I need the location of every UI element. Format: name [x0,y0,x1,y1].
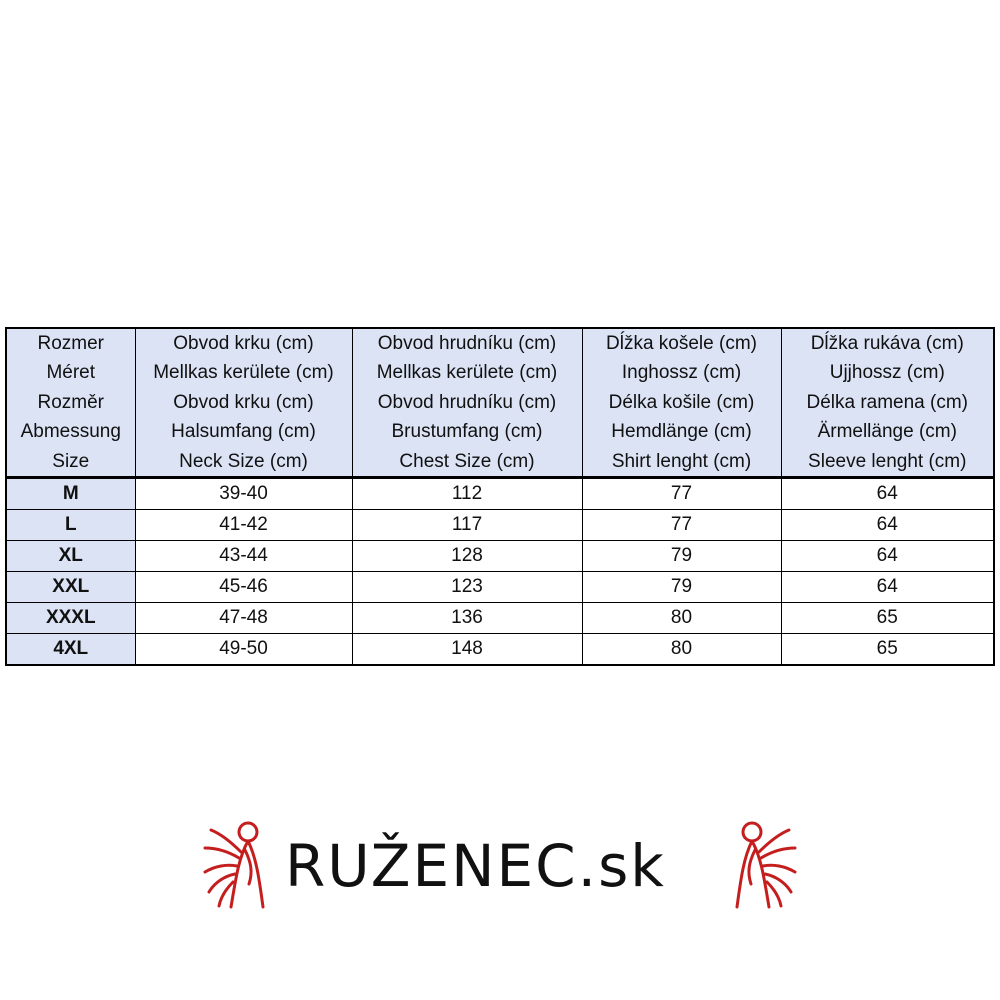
sleeve-length-cell: 65 [781,634,994,666]
header-line: Halsumfang (cm) [171,421,316,443]
neck-cell: 49-50 [135,634,352,666]
chest-cell: 136 [352,603,582,634]
sleeve-length-cell: 64 [781,510,994,541]
header-cell-chest [352,328,582,478]
table-header [6,328,994,478]
angel-icon [200,812,282,912]
header-line: Hemdlänge (cm) [611,421,752,443]
header-line: Shirt lenght (cm) [611,450,752,472]
shirt-length-cell: 77 [582,510,781,541]
chest-cell: 128 [352,541,582,572]
header-line: Obvod krku (cm) [173,333,314,354]
header-line: Size [52,450,90,472]
shirt-length-cell: 79 [582,572,781,603]
neck-cell: 45-46 [135,572,352,603]
header-line: Dĺžka košele (cm) [606,333,757,354]
header-cell-sleeve-length [781,328,994,478]
header-line: Ujjhossz (cm) [829,362,945,384]
size-label-cell: XXXL [6,603,135,634]
brand-logo [200,812,800,922]
header-line: Mellkas kerülete (cm) [153,362,334,384]
size-label-cell: M [6,478,135,510]
sleeve-length-cell: 65 [781,603,994,634]
angel-icon [718,812,800,912]
table-row [6,603,994,634]
header-line: Obvod krku (cm) [173,391,314,413]
shirt-length-cell: 79 [582,541,781,572]
size-label-cell: 4XL [6,634,135,666]
header-line: Mellkas kerülete (cm) [376,362,558,384]
neck-cell: 41-42 [135,510,352,541]
size-chart-table [5,327,995,666]
header-line: Inghossz (cm) [621,362,742,384]
chest-cell: 148 [352,634,582,666]
table-row [6,541,994,572]
header-line: Obvod hrudníku (cm) [377,333,557,354]
table-row [6,572,994,603]
header-row [6,328,994,478]
size-label-cell: XXL [6,572,135,603]
header-line: Abmessung [20,421,121,443]
header-line: Rozmer [37,333,104,354]
table-row [6,478,994,510]
table-body [6,478,994,666]
chest-cell: 112 [352,478,582,510]
header-line: Dĺžka rukáva (cm) [810,333,964,354]
header-line: Brustumfang (cm) [391,421,543,443]
shirt-length-cell: 80 [582,634,781,666]
size-label-cell: L [6,510,135,541]
sleeve-length-cell: 64 [781,572,994,603]
sleeve-length-cell: 64 [781,541,994,572]
shirt-length-cell: 80 [582,603,781,634]
table-row [6,510,994,541]
chest-cell: 117 [352,510,582,541]
header-line: Obvod hrudníku (cm) [377,391,557,413]
header-cell-size [6,328,135,478]
header-line: Sleeve lenght (cm) [808,450,967,472]
shirt-length-cell: 77 [582,478,781,510]
neck-cell: 43-44 [135,541,352,572]
header-line: Neck Size (cm) [179,450,308,472]
header-line: Ärmellänge (cm) [817,421,957,443]
header-line: Méret [46,362,96,384]
header-line: Délka košile (cm) [608,391,755,413]
table-row [6,634,994,666]
sleeve-length-cell: 64 [781,478,994,510]
size-label-cell: XL [6,541,135,572]
header-cell-shirt-length [582,328,781,478]
header-line: Chest Size (cm) [399,450,535,472]
brand-name: RUŽENEC.sk [285,832,666,900]
header-line: Délka ramena (cm) [806,391,969,413]
header-line: Rozměr [37,391,104,413]
chest-cell: 123 [352,572,582,603]
neck-cell: 39-40 [135,478,352,510]
header-cell-neck [135,328,352,478]
neck-cell: 47-48 [135,603,352,634]
